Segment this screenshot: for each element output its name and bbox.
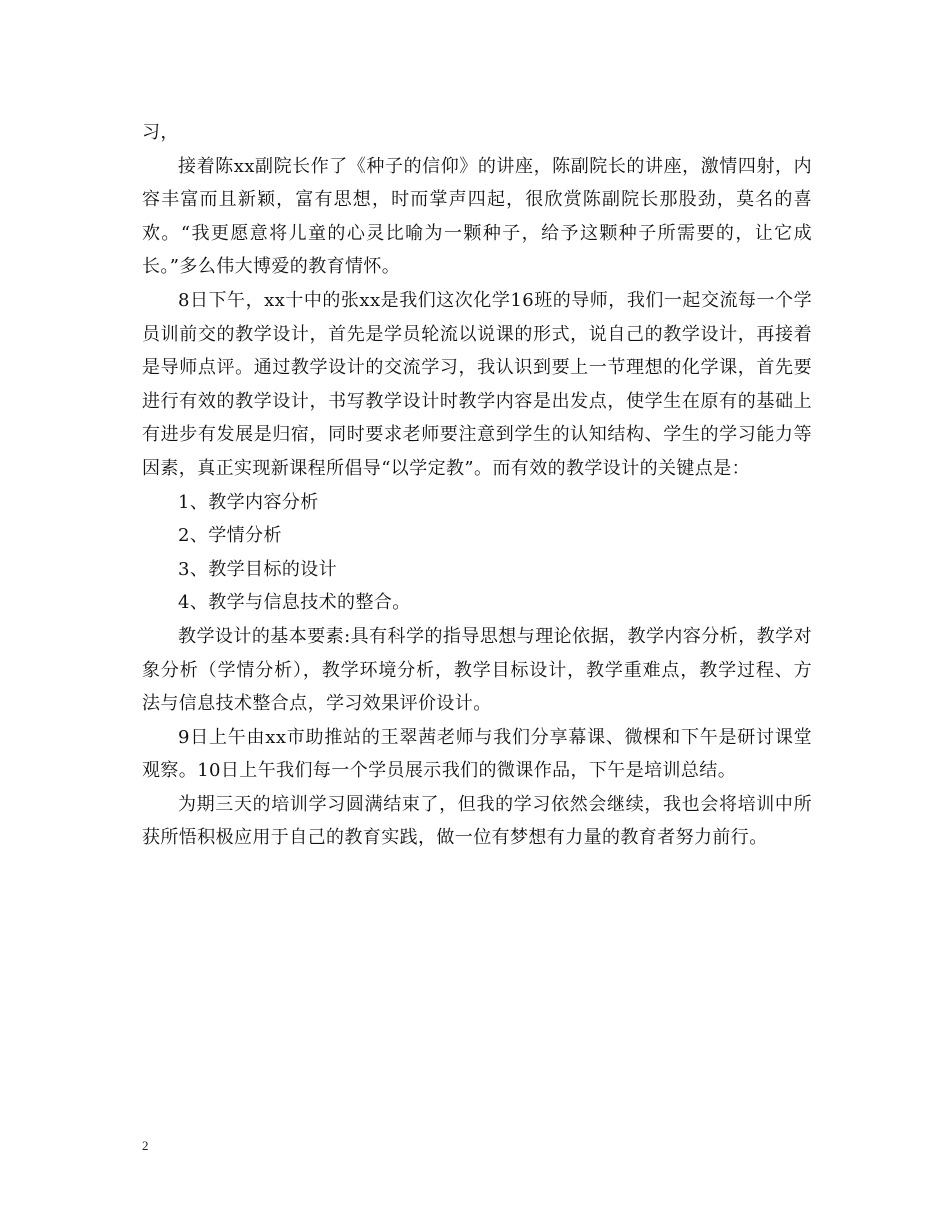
- list-item-learner-analysis: 2、学情分析: [178, 525, 282, 547]
- paragraph-afternoon-8th: 8日下午，xx十中的张xx是我们这次化学16班的导师，我们一起交流每一个学员训前交的教学设计，首先是学员轮流以说课的形式，说自己的教学设计，再接着是导师点评。通过教学设计的交流学习，我认识到要上一节理想的化学课，首先要进行有效的教学设计，书写教学设计时教学内容是出发点，使学生在原有的基础上有进步有发展是归宿，同时要求老师要注意到学生的认知结构、学生的学习能力等因素，真正实现新课程所倡导“以学定教”。而有效的教学设计的关键点是：: [142, 289, 812, 479]
- paragraph-lecture: 接着陈xx副院长作了《种子的信仰》的讲座，陈副院长的讲座，激情四射，内容丰富而且新颖，富有思想，时而掌声四起，很欣赏陈副院长那股劲，莫名的喜欢。“我更愿意将儿童的心灵比喻为一颗种子，给予这颗种子所需要的，让它成长。”多么伟大博爱的教育情怀。: [142, 155, 812, 278]
- paragraph-9th-10th: 9日上午由xx市助推站的王翠茜老师与我们分享幕课、微棵和下午是研讨课堂观察。10日上午我们每一个学员展示我们的微课作品，下午是培训总结。: [142, 726, 812, 782]
- list-item-tech-integration: 4、教学与信息技术的整合。: [178, 592, 411, 614]
- list-item-content-analysis: 1、教学内容分析: [178, 491, 319, 513]
- list-item-objective-design: 3、教学目标的设计: [178, 558, 338, 580]
- paragraph-continuation: 习，: [142, 122, 179, 143]
- document-body: [142, 116, 812, 855]
- paragraph-conclusion: 为期三天的培训学习圆满结束了，但我的学习依然会继续，我也会将培训中所获所悟积极应用于自己的教育实践，做一位有梦想有力量的教育者努力前行。: [142, 793, 812, 849]
- paragraph-basic-elements: 教学设计的基本要素:具有科学的指导思想与理论依据，教学内容分析，教学对象分析（学情分析），教学环境分析，教学目标设计，教学重难点，教学过程、方法与信息技术整合点，学习效果评价设计。: [142, 625, 812, 715]
- page-number: 2: [142, 1138, 149, 1153]
